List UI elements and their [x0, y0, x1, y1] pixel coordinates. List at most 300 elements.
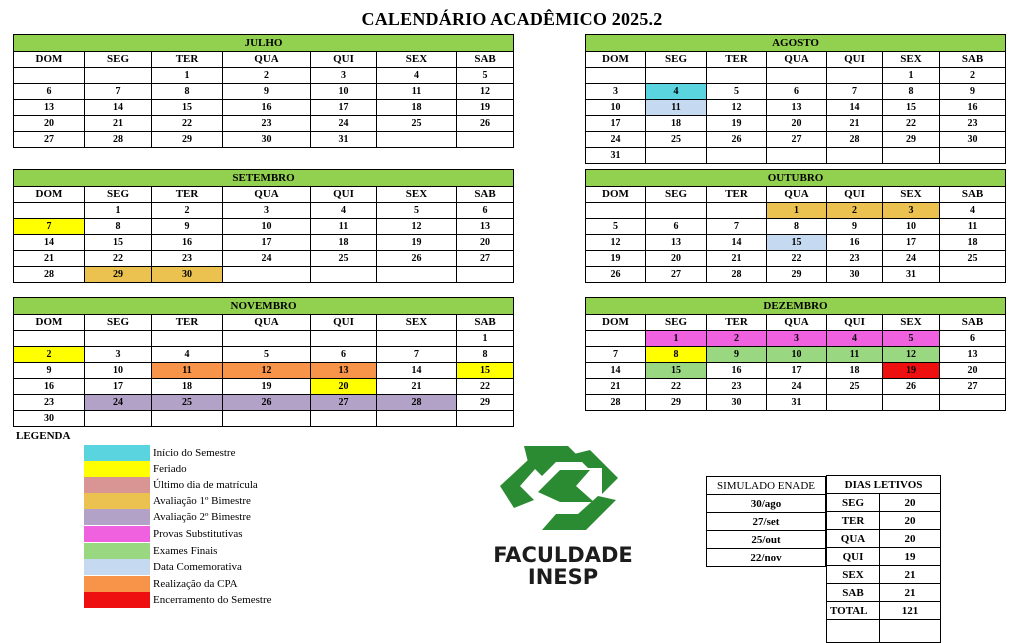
day-cell: 9	[152, 219, 223, 235]
day-cell: 20	[14, 116, 85, 132]
blank-cell	[880, 620, 941, 643]
day-cell: 11	[152, 363, 223, 379]
day-cell: 9	[223, 84, 311, 100]
weekday-count: 19	[880, 548, 941, 566]
weekday-header: SEX	[377, 52, 457, 68]
day-cell: 30	[827, 267, 883, 283]
calendar-dezembro	[585, 297, 1006, 411]
legend-swatch	[84, 592, 150, 608]
day-cell: 17	[85, 379, 152, 395]
weekday-header: SAB	[940, 52, 1006, 68]
legend-title: LEGENDA	[16, 430, 71, 442]
day-cell: 17	[223, 235, 311, 251]
day-cell: 31	[311, 132, 377, 148]
day-cell: 25	[646, 132, 707, 148]
day-cell: 2	[14, 347, 85, 363]
weekday-header: SEG	[85, 52, 152, 68]
day-cell: 1	[767, 203, 827, 219]
day-cell: 28	[14, 267, 85, 283]
page-title: CALENDÁRIO ACADÊMICO 2025.2	[361, 9, 663, 29]
blank-cell	[827, 620, 880, 643]
day-cell: 4	[646, 84, 707, 100]
simulado-header: SIMULADO ENADE	[707, 477, 826, 495]
day-cell: 24	[586, 132, 646, 148]
day-cell: 29	[883, 132, 940, 148]
day-cell: 1	[457, 331, 514, 347]
day-cell: 20	[646, 251, 707, 267]
legend-label: Início do Semestre	[153, 447, 236, 459]
day-cell: 10	[883, 219, 940, 235]
day-cell: 11	[940, 219, 1006, 235]
empty-day-cell	[152, 331, 223, 347]
calendar-julho	[13, 34, 514, 148]
day-cell: 8	[646, 347, 707, 363]
day-cell: 21	[377, 379, 457, 395]
day-cell: 31	[883, 267, 940, 283]
day-cell: 5	[707, 84, 767, 100]
day-cell: 2	[223, 68, 311, 84]
weekday-header: SAB	[457, 52, 514, 68]
day-cell: 1	[646, 331, 707, 347]
day-cell: 27	[940, 379, 1006, 395]
weekday-header: DOM	[586, 52, 646, 68]
day-cell: 15	[883, 100, 940, 116]
weekday-header: TER	[152, 187, 223, 203]
day-cell: 12	[586, 235, 646, 251]
weekday-header: QUA	[767, 187, 827, 203]
empty-day-cell	[14, 68, 85, 84]
empty-day-cell	[377, 411, 457, 427]
day-cell: 29	[646, 395, 707, 411]
day-cell: 16	[827, 235, 883, 251]
day-cell: 26	[586, 267, 646, 283]
day-cell: 30	[940, 132, 1006, 148]
day-cell: 11	[646, 100, 707, 116]
empty-day-cell	[377, 331, 457, 347]
weekday-header: QUA	[223, 52, 311, 68]
day-cell: 30	[223, 132, 311, 148]
weekday-count: 20	[880, 512, 941, 530]
day-cell: 10	[767, 347, 827, 363]
day-cell: 31	[767, 395, 827, 411]
weekday-header: SEG	[85, 315, 152, 331]
empty-day-cell	[586, 68, 646, 84]
simulado-enade-table	[706, 476, 826, 567]
weekday-header: QUI	[827, 52, 883, 68]
weekday-header: QUA	[223, 315, 311, 331]
weekday-count: 20	[880, 530, 941, 548]
day-cell: 8	[767, 219, 827, 235]
empty-day-cell	[883, 395, 940, 411]
weekday-header: SAB	[457, 187, 514, 203]
day-cell: 16	[14, 379, 85, 395]
day-cell: 27	[646, 267, 707, 283]
day-cell: 9	[14, 363, 85, 379]
weekday-label: QUI	[827, 548, 880, 566]
empty-day-cell	[940, 148, 1006, 164]
empty-day-cell	[457, 411, 514, 427]
day-cell: 21	[586, 379, 646, 395]
day-cell: 25	[940, 251, 1006, 267]
day-cell: 12	[883, 347, 940, 363]
day-cell: 2	[827, 203, 883, 219]
day-cell: 15	[646, 363, 707, 379]
day-cell: 1	[85, 203, 152, 219]
day-cell: 22	[85, 251, 152, 267]
empty-day-cell	[586, 331, 646, 347]
day-cell: 7	[14, 219, 85, 235]
day-cell: 8	[457, 347, 514, 363]
day-cell: 20	[457, 235, 514, 251]
day-cell: 22	[152, 116, 223, 132]
day-cell: 28	[377, 395, 457, 411]
day-cell: 21	[707, 251, 767, 267]
day-cell: 21	[85, 116, 152, 132]
month-name: DEZEMBRO	[586, 298, 1006, 315]
day-cell: 28	[707, 267, 767, 283]
legend-swatch	[84, 543, 150, 559]
day-cell: 13	[311, 363, 377, 379]
legend-swatch	[84, 477, 150, 493]
day-cell: 22	[457, 379, 514, 395]
day-cell: 18	[377, 100, 457, 116]
total-value: 121	[880, 602, 941, 620]
empty-day-cell	[827, 148, 883, 164]
day-cell: 20	[311, 379, 377, 395]
day-cell: 29	[457, 395, 514, 411]
empty-day-cell	[152, 411, 223, 427]
day-cell: 13	[457, 219, 514, 235]
day-cell: 23	[707, 379, 767, 395]
empty-day-cell	[646, 148, 707, 164]
day-cell: 18	[646, 116, 707, 132]
calendar-outubro	[585, 169, 1006, 283]
day-cell: 20	[940, 363, 1006, 379]
calendar-novembro	[13, 297, 514, 427]
day-cell: 26	[223, 395, 311, 411]
weekday-header: SEG	[85, 187, 152, 203]
empty-day-cell	[85, 331, 152, 347]
empty-day-cell	[646, 203, 707, 219]
day-cell: 24	[767, 379, 827, 395]
faculdade-inesp-logo	[478, 440, 648, 590]
month-name: NOVEMBRO	[14, 298, 514, 315]
empty-day-cell	[940, 267, 1006, 283]
empty-day-cell	[940, 395, 1006, 411]
empty-day-cell	[14, 331, 85, 347]
empty-day-cell	[85, 68, 152, 84]
day-cell: 3	[586, 84, 646, 100]
simulado-date: 30/ago	[707, 495, 826, 513]
empty-day-cell	[767, 148, 827, 164]
day-cell: 15	[85, 235, 152, 251]
legend-label: Avaliação 2º Bimestre	[153, 511, 251, 523]
day-cell: 22	[646, 379, 707, 395]
day-cell: 18	[152, 379, 223, 395]
weekday-header: DOM	[14, 187, 85, 203]
day-cell: 14	[586, 363, 646, 379]
day-cell: 3	[85, 347, 152, 363]
legend-swatch	[84, 509, 150, 525]
weekday-header: SEG	[646, 315, 707, 331]
day-cell: 17	[767, 363, 827, 379]
day-cell: 26	[457, 116, 514, 132]
day-cell: 13	[767, 100, 827, 116]
weekday-header: SEX	[883, 187, 940, 203]
day-cell: 14	[14, 235, 85, 251]
day-cell: 24	[883, 251, 940, 267]
calendar-setembro	[13, 169, 514, 283]
weekday-header: QUA	[767, 52, 827, 68]
empty-day-cell	[767, 68, 827, 84]
day-cell: 31	[586, 148, 646, 164]
day-cell: 21	[827, 116, 883, 132]
simulado-date: 22/nov	[707, 549, 826, 567]
day-cell: 8	[883, 84, 940, 100]
day-cell: 4	[311, 203, 377, 219]
legend-label: Último dia de matrícula	[153, 479, 258, 491]
day-cell: 10	[85, 363, 152, 379]
weekday-header: DOM	[586, 315, 646, 331]
day-cell: 19	[377, 235, 457, 251]
weekday-count: 21	[880, 566, 941, 584]
month-name: JULHO	[14, 35, 514, 52]
calendar-agosto	[585, 34, 1006, 164]
day-cell: 19	[586, 251, 646, 267]
day-cell: 11	[311, 219, 377, 235]
day-cell: 17	[311, 100, 377, 116]
day-cell: 29	[85, 267, 152, 283]
day-cell: 13	[14, 100, 85, 116]
day-cell: 7	[85, 84, 152, 100]
legend-swatch	[84, 461, 150, 477]
weekday-header: SEX	[377, 315, 457, 331]
day-cell: 27	[311, 395, 377, 411]
day-cell: 18	[827, 363, 883, 379]
day-cell: 16	[940, 100, 1006, 116]
weekday-label: TER	[827, 512, 880, 530]
day-cell: 28	[827, 132, 883, 148]
day-cell: 19	[883, 363, 940, 379]
day-cell: 27	[767, 132, 827, 148]
logo-text-inesp: INESP	[527, 565, 599, 589]
weekday-count: 21	[880, 584, 941, 602]
day-cell: 23	[14, 395, 85, 411]
day-cell: 13	[940, 347, 1006, 363]
legend-swatch	[84, 493, 150, 509]
day-cell: 2	[152, 203, 223, 219]
empty-day-cell	[377, 132, 457, 148]
day-cell: 4	[940, 203, 1006, 219]
day-cell: 17	[883, 235, 940, 251]
day-cell: 5	[223, 347, 311, 363]
legend-swatch	[84, 576, 150, 592]
day-cell: 26	[883, 379, 940, 395]
day-cell: 6	[940, 331, 1006, 347]
weekday-header: TER	[707, 52, 767, 68]
day-cell: 3	[883, 203, 940, 219]
day-cell: 16	[223, 100, 311, 116]
empty-day-cell	[707, 148, 767, 164]
day-cell: 15	[457, 363, 514, 379]
day-cell: 2	[707, 331, 767, 347]
empty-day-cell	[223, 411, 311, 427]
day-cell: 1	[152, 68, 223, 84]
day-cell: 10	[311, 84, 377, 100]
empty-day-cell	[311, 411, 377, 427]
day-cell: 22	[883, 116, 940, 132]
day-cell: 24	[85, 395, 152, 411]
day-cell: 23	[940, 116, 1006, 132]
weekday-header: SEG	[646, 187, 707, 203]
day-cell: 18	[311, 235, 377, 251]
empty-day-cell	[457, 132, 514, 148]
day-cell: 26	[707, 132, 767, 148]
day-cell: 10	[586, 100, 646, 116]
day-cell: 14	[85, 100, 152, 116]
day-cell: 16	[707, 363, 767, 379]
legend-label: Data Comemorativa	[153, 561, 242, 573]
day-cell: 3	[767, 331, 827, 347]
weekday-header: QUI	[827, 315, 883, 331]
weekday-header: QUA	[767, 315, 827, 331]
weekday-header: TER	[152, 52, 223, 68]
day-cell: 22	[767, 251, 827, 267]
weekday-header: TER	[707, 315, 767, 331]
day-cell: 19	[707, 116, 767, 132]
legend-label: Encerramento do Semestre	[153, 594, 272, 606]
day-cell: 25	[377, 116, 457, 132]
month-name: SETEMBRO	[14, 170, 514, 187]
day-cell: 16	[152, 235, 223, 251]
month-name: AGOSTO	[586, 35, 1006, 52]
day-cell: 21	[14, 251, 85, 267]
day-cell: 6	[646, 219, 707, 235]
legend-label: Avaliação 1º Bimestre	[153, 495, 251, 507]
weekday-header: SEX	[883, 315, 940, 331]
day-cell: 25	[152, 395, 223, 411]
day-cell: 29	[152, 132, 223, 148]
empty-day-cell	[311, 331, 377, 347]
weekday-header: SAB	[940, 187, 1006, 203]
day-cell: 13	[646, 235, 707, 251]
total-label: TOTAL	[827, 602, 880, 620]
day-cell: 14	[827, 100, 883, 116]
day-cell: 15	[152, 100, 223, 116]
day-cell: 11	[827, 347, 883, 363]
weekday-count: 20	[880, 494, 941, 512]
day-cell: 5	[883, 331, 940, 347]
day-cell: 5	[377, 203, 457, 219]
weekday-header: SEG	[646, 52, 707, 68]
day-cell: 30	[707, 395, 767, 411]
weekday-header: QUI	[827, 187, 883, 203]
weekday-header: DOM	[14, 52, 85, 68]
weekday-label: SEX	[827, 566, 880, 584]
day-cell: 9	[827, 219, 883, 235]
day-cell: 20	[767, 116, 827, 132]
empty-day-cell	[311, 267, 377, 283]
day-cell: 4	[377, 68, 457, 84]
weekday-header: QUI	[311, 187, 377, 203]
day-cell: 29	[767, 267, 827, 283]
day-cell: 28	[85, 132, 152, 148]
simulado-date: 25/out	[707, 531, 826, 549]
day-cell: 6	[14, 84, 85, 100]
month-name: OUTUBRO	[586, 170, 1006, 187]
day-cell: 30	[14, 411, 85, 427]
empty-day-cell	[377, 267, 457, 283]
day-cell: 8	[152, 84, 223, 100]
weekday-header: QUI	[311, 315, 377, 331]
legend-label: Realização da CPA	[153, 578, 238, 590]
legend-label: Provas Substitutivas	[153, 528, 243, 540]
day-cell: 3	[223, 203, 311, 219]
weekday-header: DOM	[14, 315, 85, 331]
day-cell: 7	[707, 219, 767, 235]
day-cell: 12	[223, 363, 311, 379]
empty-day-cell	[586, 203, 646, 219]
weekday-header: TER	[707, 187, 767, 203]
day-cell: 5	[457, 68, 514, 84]
empty-day-cell	[457, 267, 514, 283]
day-cell: 18	[940, 235, 1006, 251]
day-cell: 7	[827, 84, 883, 100]
day-cell: 15	[767, 235, 827, 251]
empty-day-cell	[14, 203, 85, 219]
weekday-label: SEG	[827, 494, 880, 512]
weekday-header: QUA	[223, 187, 311, 203]
day-cell: 17	[586, 116, 646, 132]
empty-day-cell	[883, 148, 940, 164]
day-cell: 23	[223, 116, 311, 132]
weekday-label: QUA	[827, 530, 880, 548]
weekday-header: QUI	[311, 52, 377, 68]
day-cell: 19	[457, 100, 514, 116]
empty-day-cell	[646, 68, 707, 84]
day-cell: 11	[377, 84, 457, 100]
day-cell: 4	[827, 331, 883, 347]
empty-day-cell	[223, 267, 311, 283]
legend-label: Feriado	[153, 463, 187, 475]
dias-letivos-table	[826, 475, 941, 643]
empty-day-cell	[223, 331, 311, 347]
day-cell: 12	[457, 84, 514, 100]
day-cell: 9	[707, 347, 767, 363]
weekday-header: TER	[152, 315, 223, 331]
day-cell: 1	[883, 68, 940, 84]
day-cell: 30	[152, 267, 223, 283]
day-cell: 26	[377, 251, 457, 267]
day-cell: 5	[586, 219, 646, 235]
day-cell: 27	[14, 132, 85, 148]
day-cell: 14	[377, 363, 457, 379]
logo-text-faculdade: FACULDADE	[493, 543, 633, 567]
weekday-header: SEX	[377, 187, 457, 203]
day-cell: 19	[223, 379, 311, 395]
day-cell: 7	[586, 347, 646, 363]
day-cell: 24	[223, 251, 311, 267]
empty-day-cell	[85, 411, 152, 427]
weekday-header: DOM	[586, 187, 646, 203]
day-cell: 10	[223, 219, 311, 235]
inesp-arrows-logo-icon	[494, 440, 632, 536]
weekday-header: SAB	[457, 315, 514, 331]
day-cell: 2	[940, 68, 1006, 84]
legend-swatch	[84, 559, 150, 575]
day-cell: 24	[311, 116, 377, 132]
day-cell: 4	[152, 347, 223, 363]
